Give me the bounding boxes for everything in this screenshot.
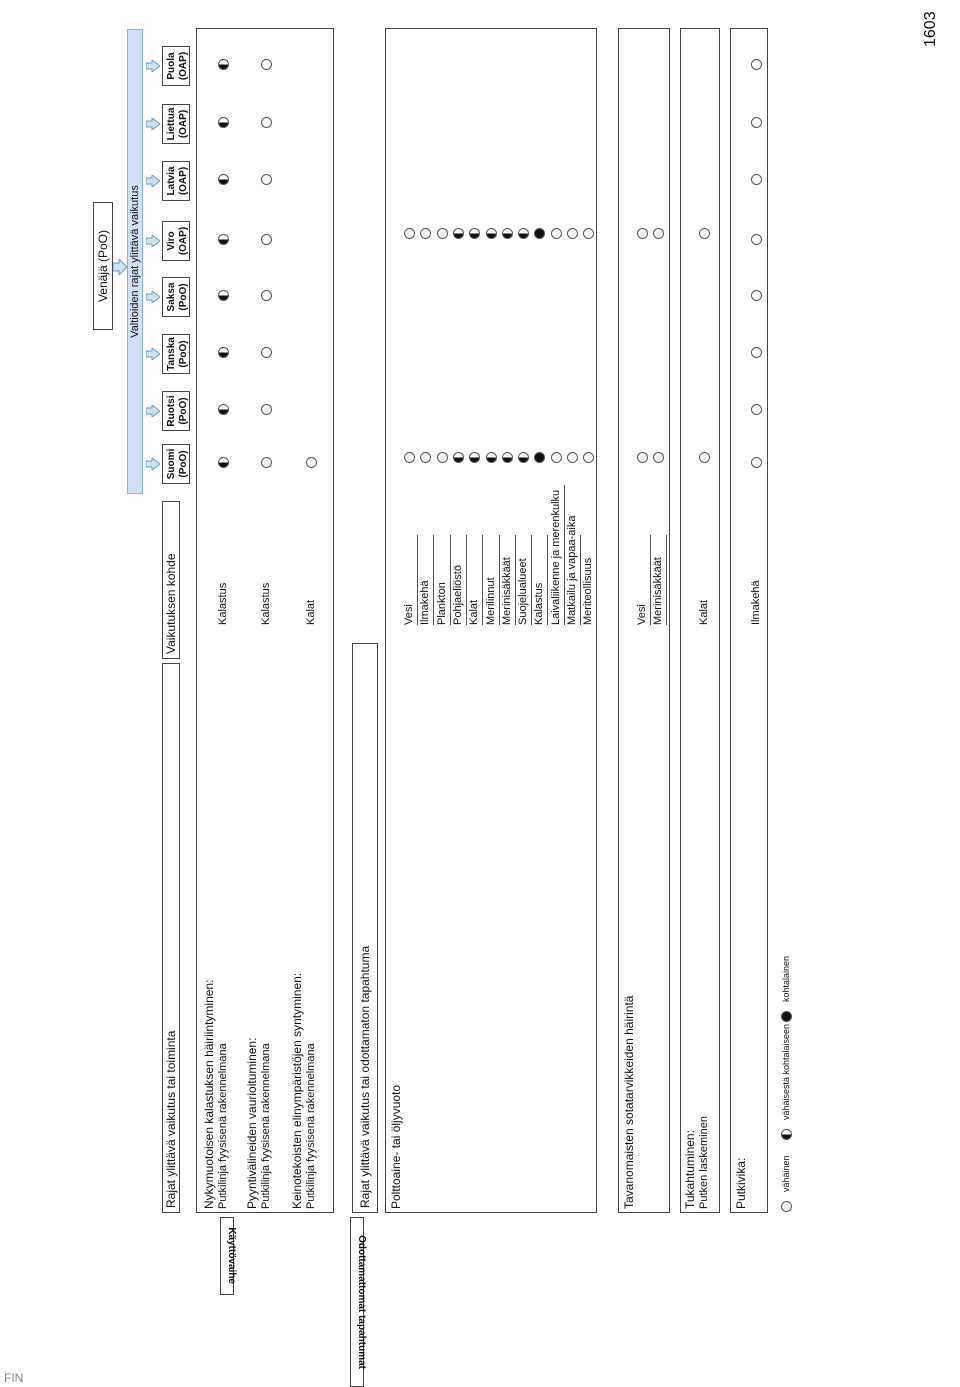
country-header-2 [162, 334, 190, 374]
impact-marker [637, 452, 648, 463]
down-arrow-icon [146, 458, 160, 470]
impact-marker [261, 117, 272, 128]
down-arrow-icon [113, 259, 127, 275]
impact-marker [218, 117, 229, 128]
oil-spill-target: Pohjaeliöstö [451, 565, 464, 625]
transboundary-banner [127, 29, 143, 494]
usage-row-subtitle: Putkilinja fyysisenä rakennelmana [260, 1043, 272, 1209]
origin-country-label: Venäjä (PoO) [96, 229, 110, 303]
unexpected-side-text: Odottamattomat tapahtumat [356, 1235, 367, 1369]
country-header-6 [162, 104, 190, 144]
impact-marker [218, 59, 229, 70]
down-arrow-icon [146, 405, 160, 417]
down-arrow-icon [146, 175, 160, 187]
row-divider [433, 535, 434, 625]
oil-spill-target: Vesi [403, 604, 415, 625]
impact-marker [218, 174, 229, 185]
impact-marker [486, 228, 497, 239]
legend-low-label: vähäinen [781, 1155, 791, 1192]
usage-row-target: Kalat [305, 599, 317, 625]
oil-spill-target: Kalat [468, 599, 481, 625]
pipe-failure-target: Ilmakehä [750, 580, 762, 625]
impact-marker [453, 228, 464, 239]
language-label: FIN [4, 1371, 24, 1385]
down-arrow-icon [146, 235, 160, 247]
country-code: (PoO) [178, 450, 189, 478]
oil-spill-target: Meriteollisuus [582, 557, 595, 625]
header-target [162, 501, 180, 659]
impact-marker [637, 228, 648, 239]
impact-marker [261, 174, 272, 185]
legend [778, 912, 794, 1212]
country-code: (OAP) [178, 226, 189, 256]
impact-marker [653, 452, 664, 463]
impact-marker [751, 234, 762, 245]
country-code: (OAP) [178, 51, 189, 81]
header-target-label: Vaikutuksen kohde [164, 553, 178, 654]
usage-row-target: Kalastus [217, 582, 229, 625]
row-divider [417, 535, 418, 625]
header-activity-label: Rajat ylittävä vaikutus tai toiminta [164, 1030, 178, 1208]
impact-marker [502, 228, 513, 239]
usage-row-title: Nykymuotoisen kalastuksen häiriintyminen: [202, 979, 216, 1209]
usage-row-subtitle: Putkilinja fyysisenä rakennelmana [217, 1043, 229, 1209]
impact-marker [261, 457, 272, 468]
down-arrow-icon [146, 60, 160, 72]
impact-marker [404, 228, 415, 239]
impact-marker [261, 59, 272, 70]
row-divider [650, 535, 651, 625]
impact-marker [261, 290, 272, 301]
row-divider [466, 535, 467, 625]
oil-spill-target: Kalastus [533, 582, 546, 625]
country-name: Tanska [166, 337, 177, 371]
legend-low-icon [781, 1201, 792, 1212]
legend-moderate-label: kohtalainen [781, 955, 791, 1002]
oil-spill-target: Ilmakehä [419, 580, 432, 625]
origin-country-box [93, 202, 113, 330]
usage-row-subtitle: Putkilinja fyysisenä rakennelmana [305, 1043, 317, 1209]
country-name: Saksa [166, 282, 177, 312]
oil-spill-target: Suojelualueet [517, 558, 530, 625]
country-name: Viro [166, 231, 177, 251]
row-divider [596, 535, 597, 625]
impact-marker [453, 452, 464, 463]
row-divider [547, 535, 548, 625]
usage-row-title: Pyyntivälineiden vaurioituminen: [245, 1037, 259, 1209]
impact-marker [751, 290, 762, 301]
impact-marker [699, 452, 710, 463]
country-code: (PoO) [178, 397, 189, 425]
oil-spill-target: Merinisäkkäät [500, 557, 513, 625]
oil-spill-target: Plankton [435, 582, 448, 625]
country-code: (OAP) [178, 109, 189, 139]
row-divider [564, 485, 565, 625]
country-name: Suomi [166, 448, 177, 480]
impact-marker [261, 347, 272, 358]
impact-marker [218, 404, 229, 415]
impact-marker [751, 347, 762, 358]
impact-marker [404, 452, 415, 463]
country-code: (OAP) [178, 166, 189, 196]
down-arrow-icon [146, 348, 160, 360]
impact-marker [751, 59, 762, 70]
impact-marker [502, 452, 513, 463]
impact-marker [751, 457, 762, 468]
impact-marker [551, 228, 562, 239]
country-header-3 [162, 277, 190, 317]
country-name: Ruotsi [166, 395, 177, 427]
country-code: (PoO) [178, 340, 189, 368]
usage-side-label [220, 1217, 237, 1295]
down-arrow-icon [146, 291, 160, 303]
unexpected-side-label [350, 1217, 367, 1387]
row-divider [666, 535, 667, 625]
impact-marker [437, 228, 448, 239]
row-divider [450, 535, 451, 625]
impact-marker [486, 452, 497, 463]
munitions-target: Merinisäkkäät [652, 557, 664, 625]
country-header-7 [162, 46, 190, 86]
oil-spill-target: Laivaliikenne ja merenkulku [549, 489, 562, 625]
impact-marker [751, 174, 762, 185]
legend-moderate-icon [781, 1011, 792, 1022]
usage-side-text: Käyttövaihe [226, 1227, 237, 1285]
country-header-4 [162, 221, 190, 261]
unexpected-header-label: Rajat ylittävä vaikutus tai odottamaton tapahtuma [358, 945, 372, 1208]
impact-marker [567, 228, 578, 239]
country-name: Latvia [166, 166, 177, 196]
impact-marker [218, 457, 229, 468]
row-divider [482, 535, 483, 625]
impact-marker [437, 452, 448, 463]
country-header-0 [162, 444, 190, 484]
impact-marker [699, 228, 710, 239]
unexpected-header [352, 643, 378, 1213]
impact-marker [306, 457, 317, 468]
legend-low-moderate-icon [781, 1129, 792, 1140]
impact-marker [261, 404, 272, 415]
blockage-target: Kalat [698, 599, 710, 625]
impact-marker [567, 452, 578, 463]
row-divider [515, 535, 516, 625]
impact-marker [551, 452, 562, 463]
country-code: (PoO) [178, 283, 189, 311]
oil-spill-target: Merilinnut [484, 577, 497, 625]
row-divider [531, 535, 532, 625]
row-divider [499, 535, 500, 625]
usage-row-title: Keinotekoisten elinympäristöjen syntyminen: [290, 972, 304, 1209]
impact-marker [218, 234, 229, 245]
impact-marker [218, 290, 229, 301]
blockage-subtitle: Putken laskeminen [698, 1116, 710, 1209]
page-number: 1603 [922, 11, 939, 47]
legend-low-moderate-label: vähäisestä kohtalaiseen [781, 1023, 791, 1120]
header-activity [162, 663, 180, 1213]
munitions-target: Vesi [636, 604, 648, 625]
country-header-1 [162, 391, 190, 431]
country-name: Liettua [166, 107, 177, 141]
blockage-title: Tukahtuminen: [683, 1130, 697, 1209]
impact-marker [751, 117, 762, 128]
banner-label: Valtioiden rajat ylittävä vaikutus [129, 185, 141, 338]
pipe-failure-title: Putkivika: [734, 1157, 748, 1209]
impact-marker [218, 347, 229, 358]
impact-marker [261, 234, 272, 245]
oil-spill-title: Polttoaine- tai öljyvuoto [389, 1084, 403, 1209]
country-header-5 [162, 161, 190, 201]
down-arrow-icon [146, 118, 160, 130]
impact-marker [653, 228, 664, 239]
munitions-title: Tavanomaisten sotatarvikkeiden häirintä [622, 995, 636, 1209]
usage-row-target: Kalastus [260, 582, 272, 625]
impact-marker [751, 404, 762, 415]
country-name: Puola [166, 52, 177, 80]
oil-spill-target: Matkailu ja vapaa-aika [566, 515, 578, 625]
row-divider [580, 535, 581, 625]
